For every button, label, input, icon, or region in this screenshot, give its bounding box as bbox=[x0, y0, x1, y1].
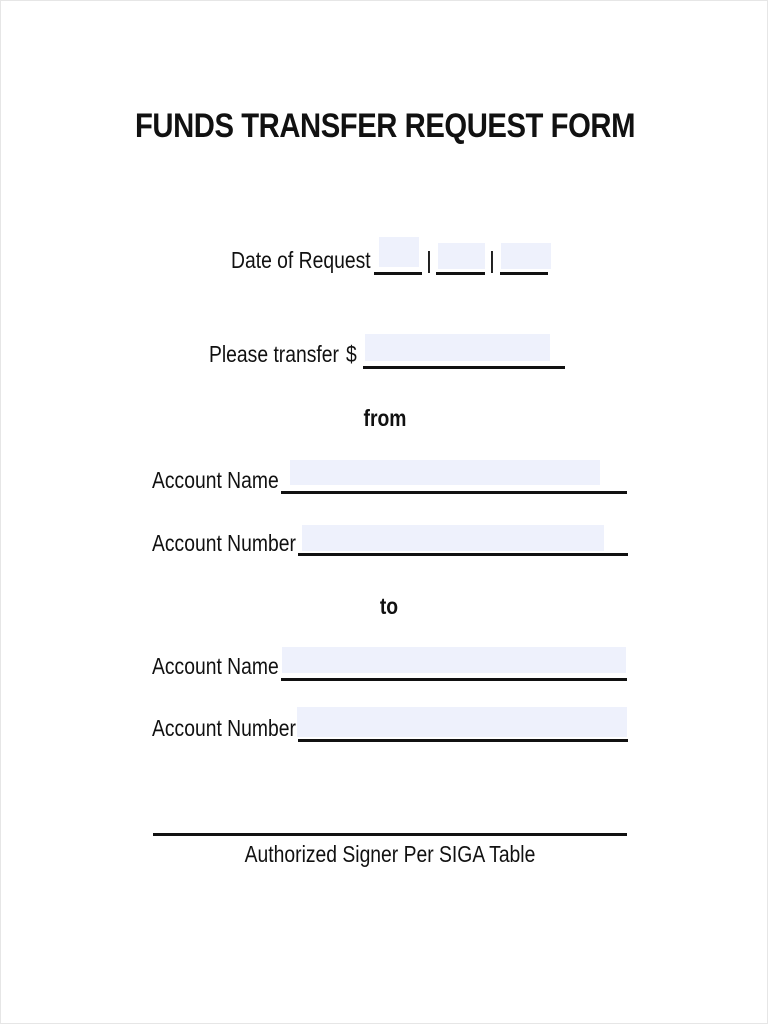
signature-line[interactable] bbox=[153, 833, 627, 836]
to-account-name-underline bbox=[281, 678, 627, 681]
to-account-number-underline bbox=[298, 739, 628, 742]
from-account-name-underline bbox=[281, 491, 627, 494]
date-underline-1 bbox=[374, 272, 422, 275]
currency-symbol: $ bbox=[346, 341, 357, 367]
to-account-number-label: Account Number bbox=[152, 715, 296, 741]
from-account-name-label: Account Name bbox=[152, 467, 279, 493]
please-transfer-label: Please transfer bbox=[209, 341, 339, 367]
date-separator-1: | bbox=[426, 247, 432, 273]
date-field-2[interactable] bbox=[438, 243, 485, 269]
form-title: FUNDS TRANSFER REQUEST FORM bbox=[134, 107, 636, 145]
from-account-name-field[interactable] bbox=[290, 460, 600, 485]
from-account-number-label: Account Number bbox=[152, 530, 296, 556]
amount-underline bbox=[363, 366, 565, 369]
from-account-number-field[interactable] bbox=[302, 525, 604, 551]
date-field-3[interactable] bbox=[501, 243, 551, 269]
date-underline-2 bbox=[436, 272, 485, 275]
date-field-1[interactable] bbox=[379, 237, 419, 267]
date-of-request-label: Date of Request bbox=[231, 247, 371, 273]
to-account-name-field[interactable] bbox=[282, 647, 626, 673]
to-account-number-field[interactable] bbox=[297, 707, 627, 737]
to-heading: to bbox=[379, 593, 399, 619]
to-account-name-label: Account Name bbox=[152, 653, 279, 679]
amount-field[interactable] bbox=[365, 334, 550, 361]
from-account-number-underline bbox=[298, 553, 628, 556]
date-underline-3 bbox=[500, 272, 548, 275]
date-separator-2: | bbox=[489, 247, 495, 273]
from-heading: from bbox=[363, 405, 407, 431]
signature-caption: Authorized Signer Per SIGA Table bbox=[244, 841, 536, 867]
